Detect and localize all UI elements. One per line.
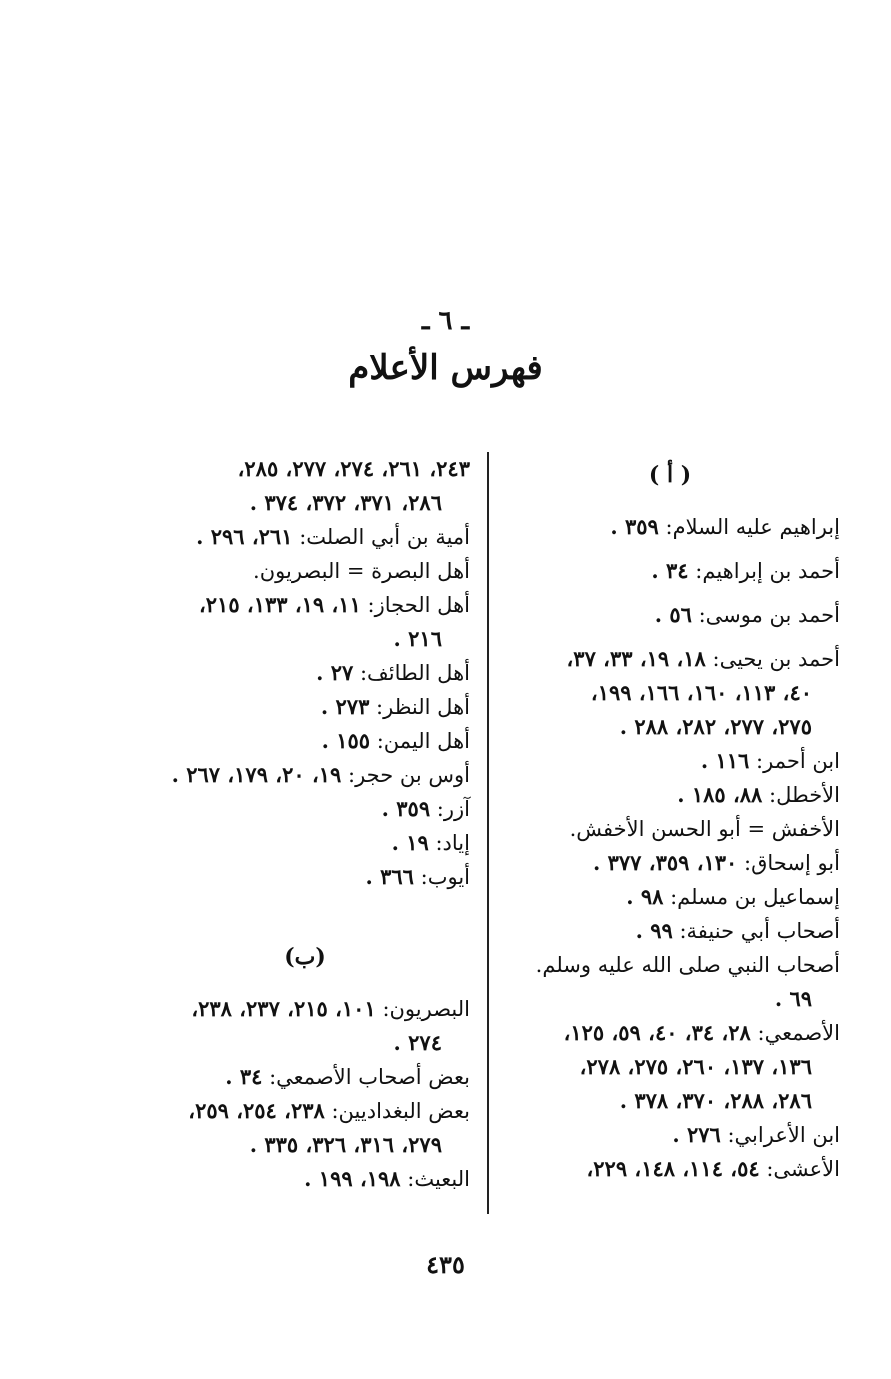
index-entry (140, 588, 470, 656)
index-entry-line (140, 758, 470, 792)
index-entry-line (500, 812, 840, 846)
index-entry (500, 598, 840, 632)
left-top-entries-list (140, 452, 470, 894)
entry-page-refs: ٣٤ . (225, 1064, 263, 1089)
entry-name: أحمد بن يحيى: (712, 647, 840, 671)
index-entry-line (500, 778, 840, 812)
index-entry (500, 778, 840, 812)
entry-page-refs: ٨٨، ١٨٥ . (677, 782, 763, 807)
entry-name: ابن الأعرابي: (727, 1123, 840, 1147)
entry-page-refs: ٥٤، ١١٤، ١٤٨، ٢٢٩، (586, 1156, 760, 1181)
index-entry (500, 914, 840, 948)
entry-continuation-line: ٢٧٩، ٣١٦، ٣٢٦، ٣٣٥ . (249, 1132, 442, 1157)
page-title: فهرس الأعلام (348, 348, 543, 388)
index-entry-line (500, 744, 840, 778)
entry-page-refs: ٣٦٦ . (365, 864, 414, 889)
entry-page-refs: ٢٧ . (316, 660, 354, 685)
index-entry-line (140, 690, 470, 724)
entry-page-refs: ١١٦ . (700, 748, 750, 773)
index-entry (500, 880, 840, 914)
index-entry-line (140, 724, 470, 758)
index-entry-line (500, 1118, 840, 1152)
entry-page-refs: ١٩٨، ١٩٩ . (304, 1166, 401, 1191)
entry-name: الأخفش = أبو الحسن الأخفش. (569, 817, 840, 841)
index-entry (140, 1060, 470, 1094)
entry-name: أهل الحجاز: (367, 593, 470, 617)
index-entry (500, 812, 840, 846)
page-number: ٤٣٥ (426, 1250, 465, 1279)
section-heading-alif: ( أ ) (648, 462, 692, 488)
entry-name: أصحاب النبي صلى الله عليه وسلم. (535, 953, 840, 977)
index-entry-line (500, 948, 840, 982)
entry-name: أيوب: (420, 865, 470, 889)
entry-page-refs: ٢٤٣، ٢٦١، ٢٧٤، ٢٧٧، ٢٨٥، (237, 456, 470, 481)
index-entry-line (140, 1162, 470, 1196)
index-entry-line (140, 1060, 470, 1094)
entry-continuation-line: ٤٠، ١١٣، ١٦٠، ١٦٦، ١٩٩، (590, 680, 812, 705)
entry-page-refs: ٢٨، ٣٤، ٤٠، ٥٩، ١٢٥، (563, 1020, 751, 1045)
index-entry (500, 846, 840, 880)
right-column (500, 452, 840, 1186)
chapter-number: ـ ٦ ـ (421, 306, 470, 336)
index-entry-line (140, 656, 470, 690)
index-entry (140, 520, 470, 554)
entry-page-refs: ١٨، ١٩، ٣٣، ٣٧، (566, 646, 706, 671)
entry-continuation-line: ٢٧٤ . (393, 1030, 442, 1055)
entry-continuation-line: ٢٨٦، ٣٧١، ٣٧٢، ٣٧٤ . (249, 490, 442, 515)
index-entry-line (140, 588, 470, 622)
entry-name: أمية بن أبي الصلت: (299, 525, 470, 549)
entry-page-refs: ١٣٠، ٣٥٩، ٣٧٧ . (593, 850, 738, 875)
entry-name: أهل البصرة = البصريون. (253, 559, 470, 583)
index-entry (140, 1162, 470, 1196)
entry-page-refs: ١٥٥ . (321, 728, 371, 753)
index-entry (500, 744, 840, 778)
index-entry (140, 1094, 470, 1162)
entry-page-refs: ٥٦ . (654, 602, 692, 627)
entry-name: إسماعيل بن مسلم: (670, 885, 840, 909)
index-entry-line (500, 642, 840, 676)
index-entry-line (140, 860, 470, 894)
left-entries-list (140, 992, 470, 1196)
index-entry-line (500, 598, 840, 632)
index-entry-line (140, 452, 470, 486)
index-entry (140, 758, 470, 792)
column-divider (487, 452, 489, 1214)
entry-name: البصريون: (382, 997, 470, 1021)
entry-name: أحمد بن إبراهيم: (695, 559, 840, 583)
entry-page-refs: ٢٦١، ٢٩٦ . (196, 524, 293, 549)
index-entry (500, 1118, 840, 1152)
index-entry (140, 554, 470, 588)
index-entry (140, 826, 470, 860)
entry-name: أهل اليمن: (376, 729, 470, 753)
index-entry (500, 642, 840, 744)
index-entry-line (500, 1152, 840, 1186)
entry-name: ابن أحمر: (756, 749, 840, 773)
entry-name: بعض أصحاب الأصمعي: (269, 1065, 470, 1089)
entry-continuation-line: ٢٧٥، ٢٧٧، ٢٨٢، ٢٨٨ . (619, 714, 812, 739)
entry-page-refs: ١٠١، ٢١٥، ٢٣٧، ٢٣٨، (191, 996, 376, 1021)
entry-name: بعض البغداديين: (331, 1099, 470, 1123)
entry-name: الأخطل: (769, 783, 840, 807)
index-entry-line (140, 554, 470, 588)
entry-continuation-line: ٢٨٦، ٢٨٨، ٣٧٠، ٣٧٨ . (619, 1088, 812, 1113)
index-entry (140, 992, 470, 1060)
entry-name: إبراهيم عليه السلام: (665, 515, 840, 539)
index-entry-line (500, 510, 840, 544)
index-entry-line (500, 914, 840, 948)
entry-continuation-line: ٢١٦ . (393, 626, 442, 651)
entry-page-refs: ١٩ . (391, 830, 429, 855)
index-entry-line (500, 554, 840, 588)
index-entry-line (140, 992, 470, 1026)
index-entry (140, 792, 470, 826)
index-entry (140, 656, 470, 690)
entry-name: أبو إسحاق: (744, 851, 840, 875)
index-entry-line (140, 792, 470, 826)
index-entry (500, 1152, 840, 1186)
index-entry (140, 452, 470, 520)
index-entry (500, 1016, 840, 1118)
entry-page-refs: ٩٩ . (635, 918, 673, 943)
index-entry (140, 860, 470, 894)
entry-name: أهل النظر: (376, 695, 470, 719)
entry-page-refs: ٣٥٩ . (610, 514, 659, 539)
entry-page-refs: ٢٧٦ . (672, 1122, 721, 1147)
entry-name: البعيث: (407, 1167, 470, 1191)
entry-page-refs: ٢٧٣ . (320, 694, 370, 719)
entry-page-refs: ٩٨ . (626, 884, 664, 909)
entry-name: الأصمعي: (757, 1021, 840, 1045)
index-entry-line (500, 880, 840, 914)
entry-page-refs: ٢٣٨، ٢٥٤، ٢٥٩، (188, 1098, 325, 1123)
entry-continuation-line: ١٣٦، ١٣٧، ٢٦٠، ٢٧٥، ٢٧٨، (579, 1054, 812, 1079)
entry-name: الأعشى: (766, 1157, 840, 1181)
index-entry (500, 554, 840, 588)
entry-continuation-line: ٦٩ . (774, 986, 812, 1011)
entry-name: أوس بن حجر: (348, 763, 470, 787)
entry-page-refs: ١١، ١٩، ١٣٣، ٢١٥، (198, 592, 361, 617)
index-entry-line (500, 1016, 840, 1050)
index-entry (140, 690, 470, 724)
entry-name: أحمد بن موسى: (698, 603, 840, 627)
index-entry (500, 510, 840, 544)
index-entry-line (140, 826, 470, 860)
index-entry-line (140, 520, 470, 554)
index-entry-line (140, 1094, 470, 1128)
entry-name: إياد: (435, 831, 470, 855)
entry-page-refs: ١٩، ٢٠، ١٧٩، ٢٦٧ . (171, 762, 342, 787)
entry-name: آزر: (436, 797, 470, 821)
index-entry (500, 948, 840, 1016)
section-spacer (140, 894, 470, 934)
left-column (140, 452, 470, 1196)
right-entries-list (500, 510, 840, 1186)
section-heading-ba: (ب) (284, 944, 326, 970)
entry-page-refs: ٣٤ . (651, 558, 689, 583)
entry-name: أصحاب أبي حنيفة: (679, 919, 840, 943)
entry-page-refs: ٣٥٩ . (381, 796, 431, 821)
index-entry (140, 724, 470, 758)
index-entry-line (500, 846, 840, 880)
entry-name: أهل الطائف: (359, 661, 470, 685)
